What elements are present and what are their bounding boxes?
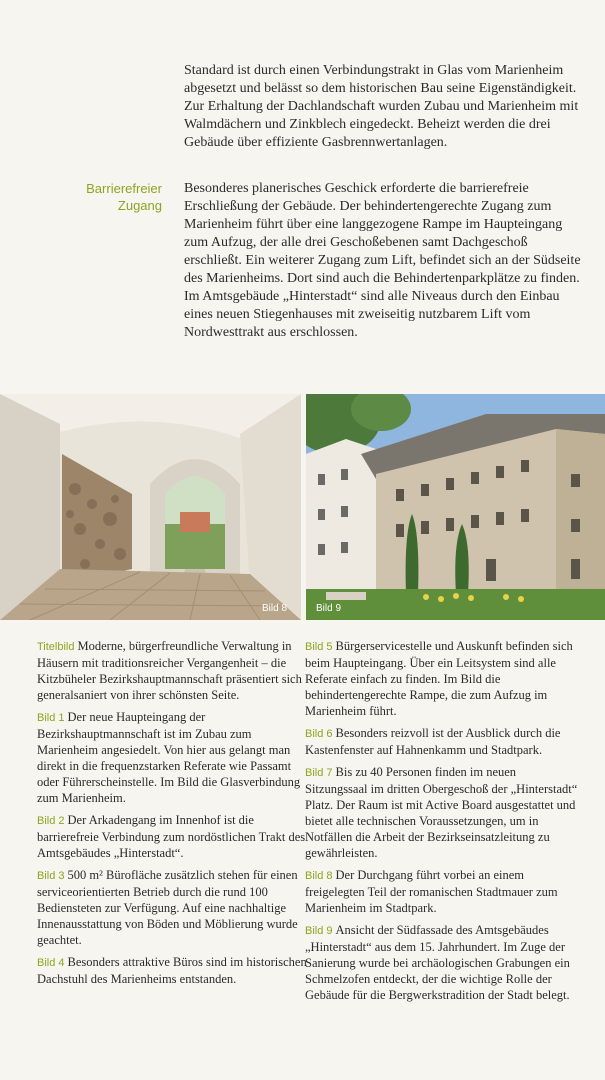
caption-bild9 [305,922,580,1003]
caption-label: Bild 6 [305,728,333,740]
arcade-passage-photo [0,394,301,620]
caption-text: Der Arkadengang im Innenhof ist die barrierefreie Verbindung zum nordöstlichen Trakt des Amtsgebäudes „Hinterstadt“. [37,813,306,860]
captions-right-column [305,638,580,1009]
caption-label: Bild 4 [37,957,65,969]
facade-photo-image [306,394,605,620]
caption-text: Der neue Haupteingang der Bezirkshauptmannschaft ist im Zubau zum Marienheim angesiedelt. Von hier aus gelangt man direkt in die frequenzstarken Referate wie Passamt oder Führerscheinstelle. Im Bild die Glasverbindung zum Marienheim. [37,710,301,805]
caption-bild2 [37,812,307,861]
caption-text: Der Durchgang führt vorbei an einem freigelegten Teil der romanischen Stadtmauer zum Marienheim im Stadtpark. [305,868,558,915]
intro-paragraph: Standard ist durch einen Verbindungstrakt in Glas vom Marienheim abgesetzt und belässt so dem historischen Bau seine Eigenständigkeit. Zur Erhaltung der Dachlandschaft wurden Zubau und Marienheim mit Walmdächern und Zinkblech eingedeckt. Beheizt werden die drei Gebäude über effiziente Gasbrennwertanlagen. [184,63,579,150]
caption-bild1 [37,709,307,806]
captions-left-column [37,638,307,993]
caption-text: Ansicht der Südfassade des Amtsgebäudes „Hinterstadt“ aus dem 15. Jahrhundert. Im Zuge der Sanierung wurde bei archäologischen Grabungen ein Schmelzofen entdeckt, der die wichtige Rolle der Gebäude für die Bergwerkstradition der Stadt belegt. [305,923,570,1002]
caption-titelbild [37,638,307,703]
caption-text: Besonders reizvoll ist der Ausblick durch die Kastenfenster auf Hahnenkamm und Stadtpark. [305,726,561,757]
caption-label: Titelbild [37,641,75,653]
caption-text: Besonders attraktive Büros sind im historischen Dachstuhl des Marienheims entstanden. [37,955,307,986]
arcade-photo-image [0,394,301,620]
caption-label: Bild 9 [305,925,333,937]
caption-label: Bild 7 [305,767,333,779]
caption-bild6 [305,725,580,758]
caption-label: Bild 5 [305,641,333,653]
photo-label-bild9: Bild 9 [316,603,342,614]
section-body: Besonderes planerisches Geschick erforderte die barrierefreie Erschließung der Gebäude. Der behindertengerechte Zugang zum Marienheim führt über eine langgezogene Rampe im Haupteingang zum Aufzug, der alle drei Geschoßebenen samt Dachgeschoß erschließt. Ein weiterer Zugang zum Lift, befindet sich an der Südseite des Marienheims. Dort sind auch die Behindertenparkplätze zu finden. Im Amtsgebäude „Hinterstadt“ sind alle Niveaus durch den Einbau eines neuen Stiegenhauses mit zweiseitig nutzbarem Lift vom Nordwesttrakt aus erschlossen. [184,181,581,340]
caption-bild7 [305,764,580,861]
caption-label: Bild 1 [37,712,65,724]
section-heading [40,180,162,214]
facade-photo [306,394,605,620]
section-heading-line2: Zugang [117,198,162,213]
caption-label: Bild 2 [37,815,65,827]
caption-bild5 [305,638,580,719]
caption-bild4 [37,954,307,987]
photo-label-bild8: Bild 8 [261,603,287,614]
caption-bild3 [37,867,307,948]
caption-text: 500 m² Bürofläche zusätzlich stehen für einen serviceorientierten Betrieb durch die rund 100 Bediensteten zur Verfügung. Auf eine nachhaltige Innenausstattung von Böden und Möblierung wurde geachtet. [37,868,298,947]
caption-label: Bild 3 [37,870,65,882]
caption-text: Bis zu 40 Personen finden im neuen Sitzungssaal im dritten Obergeschoß der „Hinterstadt“ Platz. Der Raum ist mit Active Board ausgestattet und bietet alle technischen Voraussetzungen, um in Notfällen die Arbeit der Bezirkseinsatzleitung zu gewährleisten. [305,765,578,860]
section-heading-line1: Barrierefreier [86,181,162,196]
caption-text: Bürgerservicestelle und Auskunft befinden sich beim Haupteingang. Über ein Leitsystem sind alle Referate einfach zu finden. Im Bild die behindertengerechte Rampe, die zum Aufzug im Marienheim führt. [305,639,573,718]
caption-label: Bild 8 [305,870,333,882]
caption-bild8 [305,867,580,916]
caption-text: Moderne, bürgerfreundliche Verwaltung in Häusern mit traditionsreicher Vergangenheit – die Kitzbüheler Bezirkshauptmannschaft präsentiert sich generalsaniert von ihrer schönsten Seite. [37,639,302,702]
